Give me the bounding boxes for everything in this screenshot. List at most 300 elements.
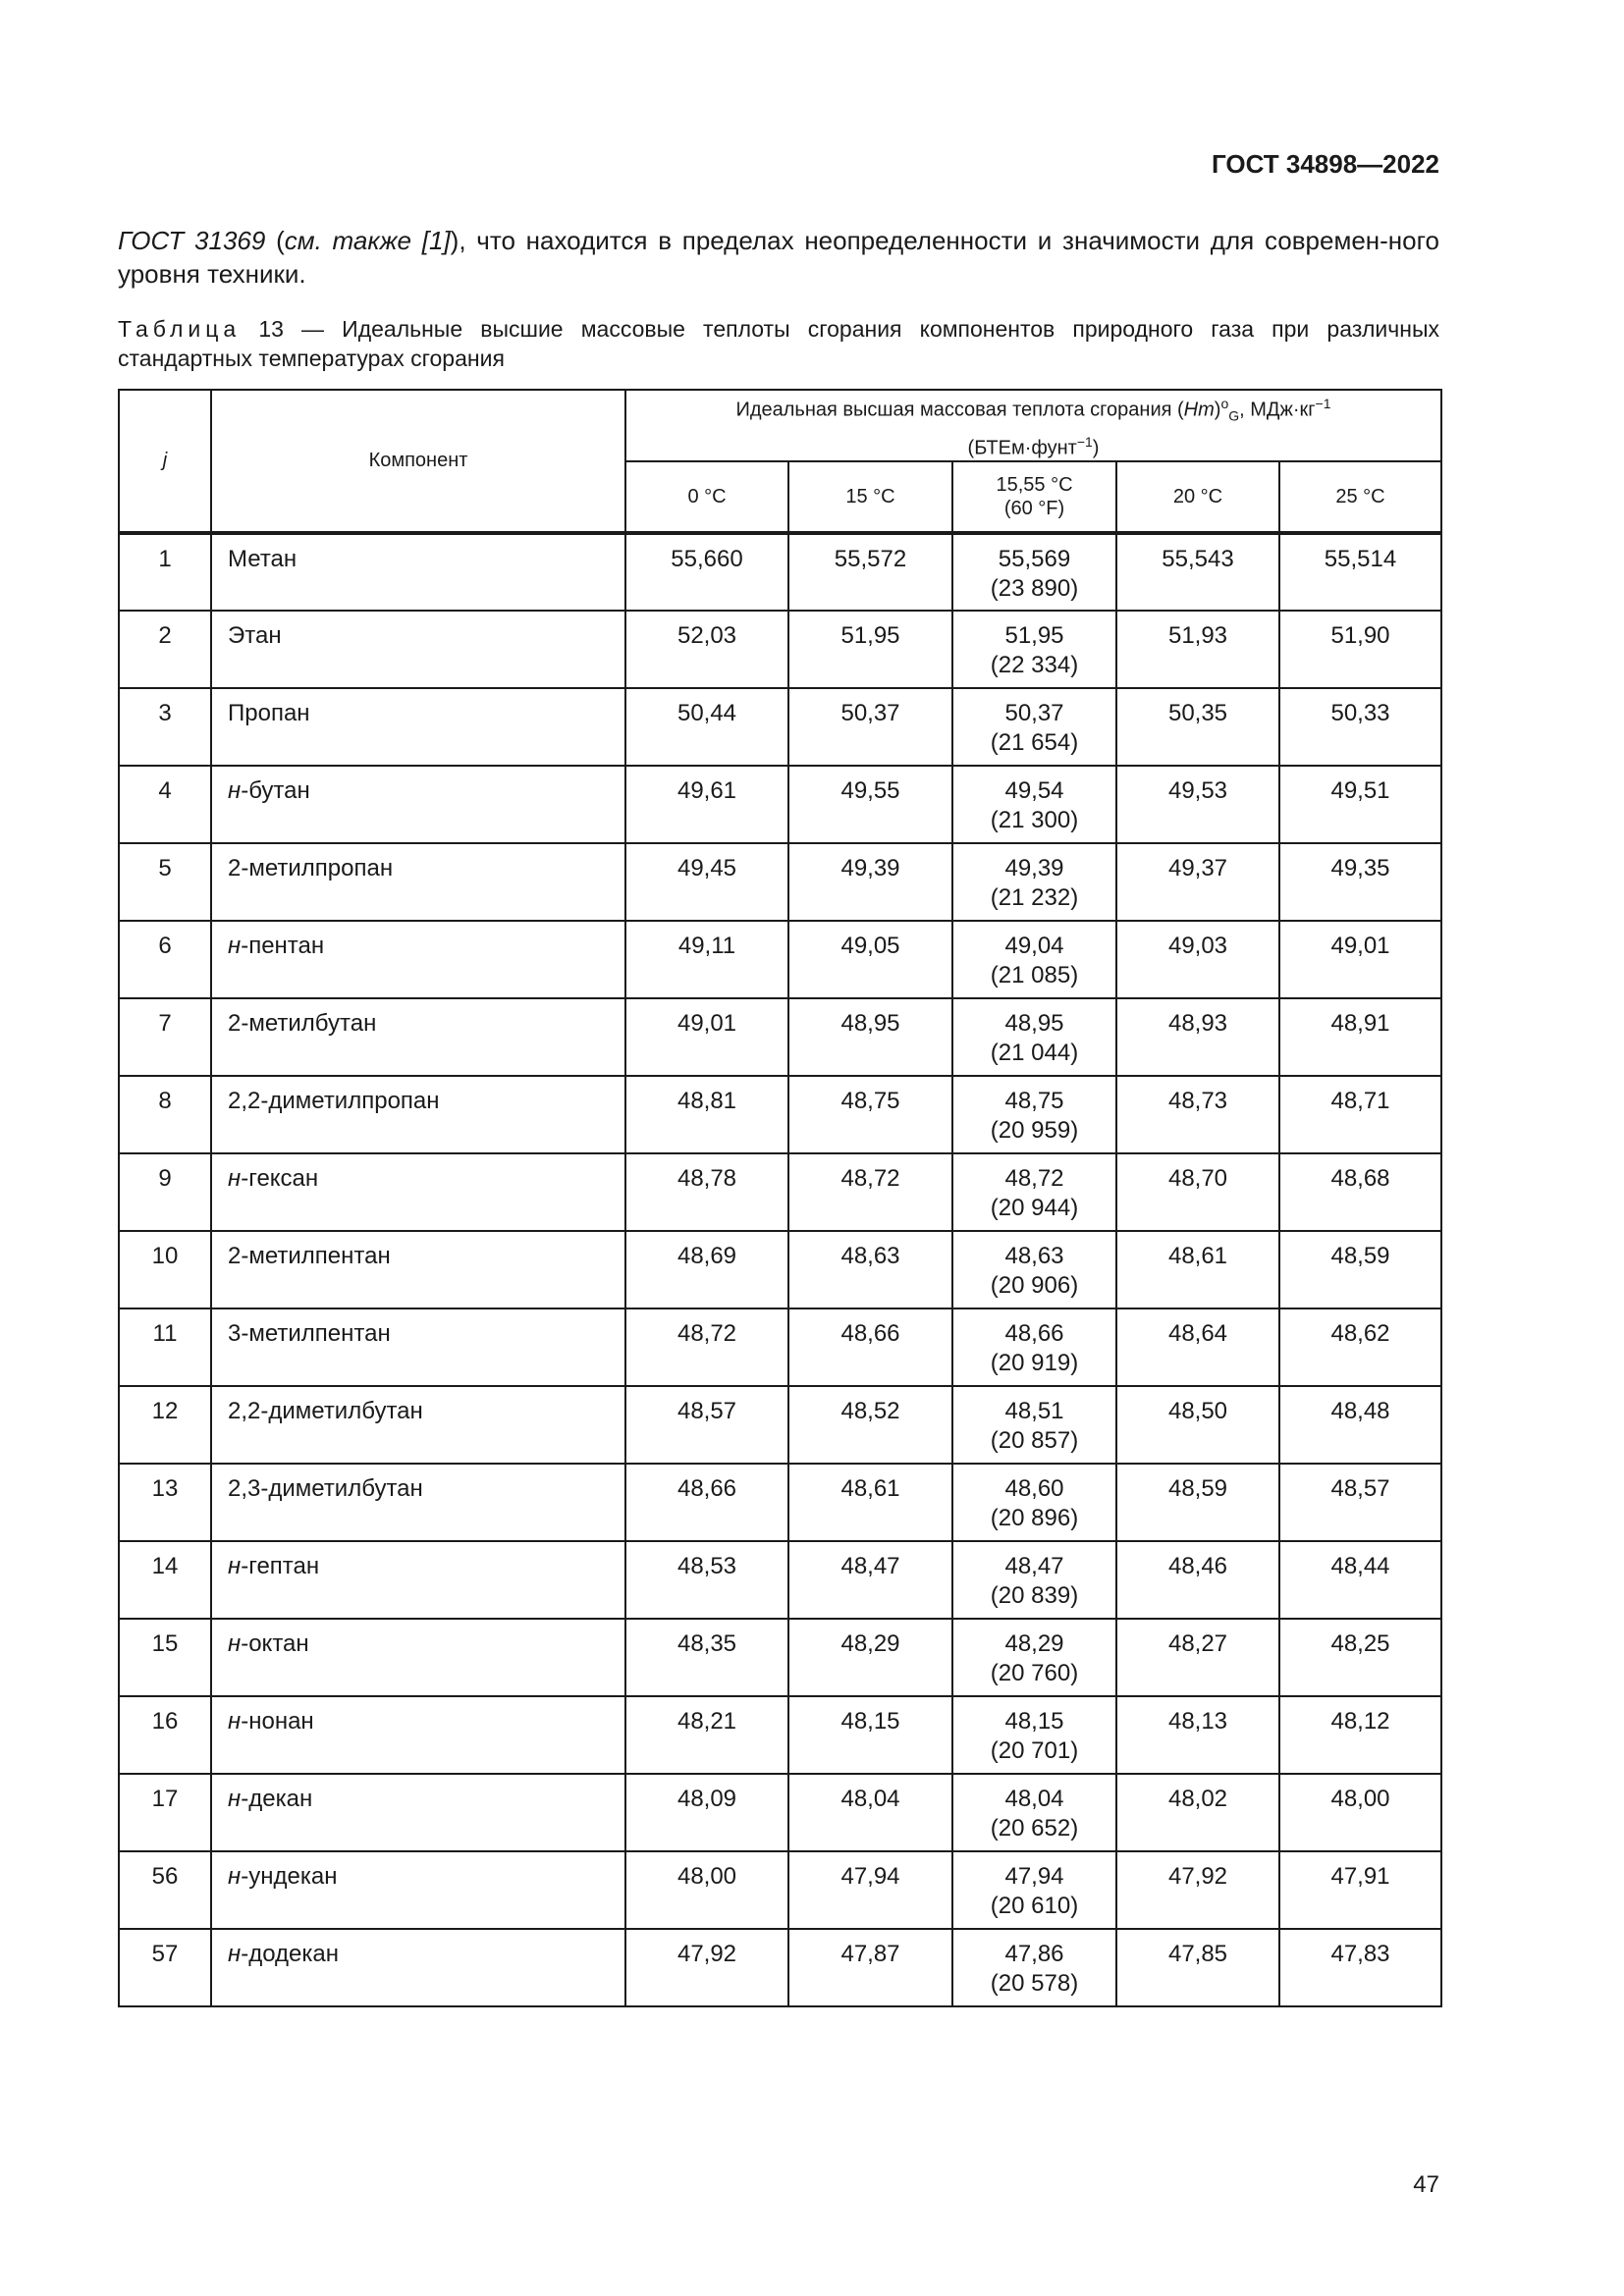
value-25c [1279,611,1441,688]
value-20c-text: 55,543 [1162,546,1234,573]
value-15c [788,1386,952,1464]
value-btu-text: (21 232) [990,884,1079,912]
value-25c [1279,1308,1441,1386]
value-25c-text: 48,25 [1330,1630,1390,1658]
component-label: 2,2-диметилбутан [228,1398,423,1425]
group-header-sub: G [1228,407,1240,424]
value-25c [1279,998,1441,1076]
value-25c-text: 47,91 [1330,1863,1390,1891]
value-20c [1116,1541,1279,1619]
value-15-55c-text: 50,37 [1004,700,1064,727]
row-index [119,1308,211,1386]
component-prefix: н [228,1786,242,1813]
intro-ref-standard: ГОСТ 31369 [118,226,266,255]
value-15c-text: 48,63 [840,1243,900,1270]
header-temp-15-55-fahrenheit: (60 °F) [1003,498,1065,520]
value-0c [625,1464,788,1541]
value-0c [625,843,788,921]
component-name [211,1308,625,1386]
value-0c-text: 48,78 [677,1165,737,1193]
value-15-55c [952,1851,1116,1929]
row-index [119,1153,211,1231]
table-row [119,1929,1441,2006]
component-prefix: н [228,1941,242,1968]
table-caption-text: 13 — Идеальные высшие массовые теплоты сгорания компонентов природного газа при различных стандартных температурах сгорания [118,316,1439,371]
row-index-value: 13 [151,1475,179,1503]
document-id: ГОСТ 34898—2022 [1212,149,1439,179]
value-btu-text: (22 334) [990,652,1079,679]
component-prefix: н [228,1708,242,1735]
value-20c-text: 48,61 [1167,1243,1228,1270]
value-0c [625,1851,788,1929]
component-label: Метан [228,546,298,573]
value-20c [1116,1231,1279,1308]
value-0c [625,1386,788,1464]
row-index [119,688,211,766]
value-15c-text: 48,52 [840,1398,900,1425]
row-index-value: 9 [158,1165,172,1193]
row-index-value: 6 [158,933,172,960]
value-15-55c [952,1076,1116,1153]
component-prefix: н [228,1863,242,1891]
table-row [119,1696,1441,1774]
value-25c-text: 48,62 [1330,1320,1390,1348]
value-20c-text: 49,53 [1167,777,1228,805]
value-0c [625,1929,788,2006]
component-label: -пентан [241,933,325,960]
header-temp-20-label: 20 °C [1172,486,1223,508]
value-25c [1279,1851,1441,1929]
component-prefix: н [228,777,242,805]
value-20c-text: 48,13 [1167,1708,1228,1735]
value-25c-text: 55,514 [1324,546,1397,573]
value-15-55c [952,688,1116,766]
header-temp-15 [788,461,952,533]
value-15c-text: 49,55 [840,777,900,805]
value-0c-text: 48,69 [677,1243,737,1270]
value-25c-text: 48,68 [1330,1165,1390,1193]
value-25c [1279,688,1441,766]
group-header-unit-sup: −1 [1315,396,1331,411]
component-prefix: н [228,1165,242,1193]
value-15c-text: 48,15 [840,1708,900,1735]
intro-open-paren: ( [265,226,285,255]
row-index [119,1464,211,1541]
value-0c-text: 48,09 [677,1786,737,1813]
value-25c [1279,1153,1441,1231]
value-15-55c [952,921,1116,998]
group-header-symbol: Hm [1183,399,1215,421]
component-name [211,1464,625,1541]
value-15c-text: 48,75 [840,1088,900,1115]
value-20c-text: 47,92 [1167,1863,1228,1891]
value-0c [625,1774,788,1851]
table-body [119,533,1441,2006]
value-15-55c [952,1308,1116,1386]
value-btu-text: (21 300) [990,807,1079,834]
value-15c [788,1464,952,1541]
value-20c-text: 51,93 [1167,622,1228,650]
value-15c [788,688,952,766]
table-row [119,1774,1441,1851]
value-15-55c-text: 48,04 [1004,1786,1064,1813]
value-0c [625,998,788,1076]
table-header [119,390,1441,533]
value-25c-text: 49,51 [1330,777,1390,805]
component-label: 3-метилпентан [228,1320,391,1348]
value-15c-text: 48,47 [840,1553,900,1580]
value-25c-text: 48,57 [1330,1475,1390,1503]
component-prefix: н [228,933,242,960]
component-label: -бутан [241,777,310,805]
component-prefix: н [228,1630,242,1658]
table-row [119,1153,1441,1231]
value-20c-text: 48,27 [1167,1630,1228,1658]
value-btu-text: (20 896) [990,1505,1079,1532]
value-0c-text: 48,72 [677,1320,737,1348]
table-row [119,1619,1441,1696]
value-15c-text: 51,95 [840,622,900,650]
value-15c [788,1308,952,1386]
value-15-55c-text: 48,15 [1004,1708,1064,1735]
value-15-55c [952,1696,1116,1774]
row-index [119,533,211,611]
component-label: 2,3-диметилбутан [228,1475,423,1503]
value-15-55c-text: 49,54 [1004,777,1064,805]
value-0c-text: 49,11 [677,933,736,960]
value-15-55c-text: 47,94 [1004,1863,1064,1891]
group-header-line2-suffix: ) [1092,437,1100,459]
value-20c-text: 48,59 [1167,1475,1228,1503]
value-20c-text: 49,03 [1167,933,1228,960]
table-row [119,998,1441,1076]
value-15c [788,1231,952,1308]
value-20c [1116,1851,1279,1929]
header-heat-group: Идеальная высшая массовая теплота сгорания $(Hm)^o_G$, $МДж\cdot кг^{-1}$ (БТЕм·фунт$^{-1}$) [625,390,1441,461]
component-name [211,688,625,766]
component-name [211,998,625,1076]
intro-text: ), что находится в пределах неопределенности и значимости для современ-ного уровня техники. [118,226,1439,289]
value-15-55c [952,1774,1116,1851]
value-25c [1279,1076,1441,1153]
value-15-55c [952,533,1116,611]
value-15-55c [952,1153,1116,1231]
table-row [119,921,1441,998]
value-0c-text: 48,35 [677,1630,737,1658]
component-label: 2-метилпентан [228,1243,391,1270]
value-15c [788,1541,952,1619]
value-15-55c [952,1619,1116,1696]
value-btu-text: (21 654) [990,729,1079,757]
value-15-55c [952,998,1116,1076]
component-label: Этан [228,622,282,650]
value-15c-text: 48,29 [840,1630,900,1658]
value-25c [1279,921,1441,998]
value-0c-text: 48,81 [677,1088,737,1115]
value-15c-text: 49,05 [840,933,900,960]
value-20c-text: 48,70 [1167,1165,1228,1193]
value-20c [1116,533,1279,611]
row-index-value: 17 [151,1786,179,1813]
component-name [211,1076,625,1153]
row-index-value: 8 [158,1088,172,1115]
value-btu-text: (20 959) [990,1117,1079,1145]
value-0c-text: 48,00 [677,1863,737,1891]
row-index-value: 56 [151,1863,179,1891]
value-20c-text: 48,50 [1167,1398,1228,1425]
value-btu-text: (20 610) [990,1893,1079,1920]
value-btu-text: (20 944) [990,1195,1079,1222]
value-20c [1116,1386,1279,1464]
value-btu-text: (20 578) [990,1970,1079,1998]
value-25c [1279,1464,1441,1541]
header-temp-15-label: 15 °C [845,486,895,508]
value-0c [625,1619,788,1696]
value-20c-text: 48,46 [1167,1553,1228,1580]
value-15-55c-text: 48,47 [1004,1553,1064,1580]
row-index [119,998,211,1076]
value-15-55c-text: 47,86 [1004,1941,1064,1968]
value-25c [1279,1231,1441,1308]
value-25c [1279,843,1441,921]
component-name [211,1929,625,2006]
component-label: -октан [241,1630,309,1658]
value-25c-text: 48,71 [1330,1088,1390,1115]
value-15-55c [952,1386,1116,1464]
value-15c-text: 47,87 [840,1941,900,1968]
row-index-value: 2 [158,622,172,650]
table-row [119,533,1441,611]
component-name [211,921,625,998]
component-label: -нонан [241,1708,314,1735]
value-15-55c-text: 51,95 [1004,622,1064,650]
value-15c-text: 48,61 [840,1475,900,1503]
row-index [119,1619,211,1696]
row-index-value: 10 [151,1243,179,1270]
value-0c [625,1076,788,1153]
value-20c [1116,688,1279,766]
value-btu-text: (20 857) [990,1427,1079,1455]
value-0c-text: 49,61 [677,777,737,805]
value-25c-text: 50,33 [1330,700,1390,727]
row-index [119,1696,211,1774]
group-header-unit: , МДж·кг [1239,399,1316,421]
value-20c [1116,611,1279,688]
header-j: j [119,390,211,533]
value-15c-text: 47,94 [840,1863,900,1891]
value-btu-text: (23 890) [990,575,1079,603]
value-btu-text: (20 760) [990,1660,1079,1687]
component-name [211,1386,625,1464]
header-temp-15-55 [952,461,1116,533]
table-row [119,1851,1441,1929]
value-0c-text: 47,92 [677,1941,737,1968]
value-15c [788,1774,952,1851]
value-20c [1116,766,1279,843]
value-btu-text: (20 701) [990,1737,1079,1765]
value-15c [788,1929,952,2006]
value-15c-text: 48,95 [840,1010,900,1038]
value-25c [1279,1696,1441,1774]
table-row [119,611,1441,688]
row-index-value: 7 [158,1010,172,1038]
intro-see-also: см. также [1] [284,226,451,255]
row-index-value: 15 [151,1630,179,1658]
component-label: -декан [241,1786,313,1813]
row-index [119,1231,211,1308]
value-btu-text: (20 652) [990,1815,1079,1842]
value-0c [625,921,788,998]
value-15c [788,1153,952,1231]
row-index [119,1774,211,1851]
row-index-value: 4 [158,777,172,805]
intro-paragraph [118,224,1439,291]
value-0c-text: 50,44 [677,700,737,727]
component-label: -додекан [241,1941,340,1968]
value-20c [1116,1774,1279,1851]
value-15c [788,843,952,921]
value-0c-text: 55,660 [671,546,743,573]
table-row [119,1464,1441,1541]
value-0c-text: 48,57 [677,1398,737,1425]
row-index [119,1386,211,1464]
value-15-55c [952,1464,1116,1541]
row-index [119,766,211,843]
value-0c [625,1153,788,1231]
value-15c [788,766,952,843]
header-row-1 [119,390,1441,461]
value-25c [1279,1619,1441,1696]
row-index-value: 5 [158,855,172,882]
value-20c-text: 48,64 [1167,1320,1228,1348]
value-15-55c-text: 48,66 [1004,1320,1064,1348]
value-15c-text: 48,72 [840,1165,900,1193]
value-15-55c [952,1231,1116,1308]
value-btu-text: (21 085) [990,962,1079,989]
value-20c [1116,843,1279,921]
value-15c [788,1851,952,1929]
page-number: 47 [1413,2171,1439,2198]
value-20c [1116,1076,1279,1153]
table-row [119,766,1441,843]
group-header-line2-prefix: (БТЕм·фунт [967,437,1077,459]
value-15c [788,1076,952,1153]
component-name [211,1619,625,1696]
row-index-value: 3 [158,700,172,727]
value-15-55c-text: 48,95 [1004,1010,1064,1038]
value-btu-text: (20 919) [990,1350,1079,1377]
value-15-55c-text: 48,63 [1004,1243,1064,1270]
value-0c-text: 48,53 [677,1553,737,1580]
value-15c [788,1696,952,1774]
component-name [211,1541,625,1619]
value-15-55c-text: 48,72 [1004,1165,1064,1193]
value-20c [1116,921,1279,998]
header-temp-25 [1279,461,1441,533]
value-20c-text: 48,93 [1167,1010,1228,1038]
row-index-value: 16 [151,1708,179,1735]
component-prefix: н [228,1553,242,1580]
value-20c-text: 47,85 [1167,1941,1228,1968]
value-25c [1279,1386,1441,1464]
component-label: -гексан [241,1165,319,1193]
value-20c-text: 48,73 [1167,1088,1228,1115]
value-15c [788,611,952,688]
row-index [119,843,211,921]
value-25c [1279,533,1441,611]
component-name [211,1774,625,1851]
table-row [119,688,1441,766]
value-15c [788,533,952,611]
value-20c-text: 50,35 [1167,700,1228,727]
table-row [119,1231,1441,1308]
row-index [119,611,211,688]
value-20c-text: 48,02 [1167,1786,1228,1813]
header-temp-15-55-label: 15,55 °C [996,474,1073,497]
component-name [211,611,625,688]
value-0c [625,766,788,843]
value-25c-text: 49,01 [1330,933,1390,960]
value-25c-text: 51,90 [1330,622,1390,650]
component-label: -ундекан [241,1863,338,1891]
value-0c [625,533,788,611]
value-20c [1116,1929,1279,2006]
value-0c [625,1308,788,1386]
value-20c [1116,1464,1279,1541]
value-15c-text: 55,572 [834,546,907,573]
group-header-line2-sup: −1 [1076,433,1093,450]
table-row [119,1308,1441,1386]
value-20c [1116,1696,1279,1774]
value-btu-text: (20 906) [990,1272,1079,1300]
table-row [119,1076,1441,1153]
value-15-55c-text: 49,39 [1004,855,1064,882]
component-name [211,843,625,921]
row-index-value: 11 [152,1320,178,1348]
value-15-55c-text: 48,60 [1004,1475,1064,1503]
value-15c-text: 49,39 [840,855,900,882]
value-15-55c [952,1929,1116,2006]
component-name [211,1153,625,1231]
value-25c-text: 48,59 [1330,1243,1390,1270]
value-25c [1279,1541,1441,1619]
component-label: -гептан [241,1553,320,1580]
value-25c-text: 48,48 [1330,1398,1390,1425]
value-0c-text: 52,03 [677,622,737,650]
value-15c [788,998,952,1076]
value-20c [1116,998,1279,1076]
table-row [119,1541,1441,1619]
component-name [211,1696,625,1774]
row-index-value: 12 [151,1398,179,1425]
header-temp-25-label: 25 °C [1335,486,1385,508]
value-25c [1279,1774,1441,1851]
value-15c [788,921,952,998]
value-15-55c-text: 48,29 [1004,1630,1064,1658]
value-0c-text: 48,21 [677,1708,737,1735]
value-25c-text: 47,83 [1330,1941,1390,1968]
row-index-value: 1 [158,546,172,573]
value-15-55c-text: 48,51 [1004,1398,1064,1425]
component-name [211,1851,625,1929]
value-0c [625,1541,788,1619]
value-15-55c [952,1541,1116,1619]
value-20c-text: 49,37 [1167,855,1228,882]
value-0c-text: 49,01 [677,1010,737,1038]
header-temp-20 [1116,461,1279,533]
value-15c-text: 48,66 [840,1320,900,1348]
value-0c-text: 48,66 [677,1475,737,1503]
